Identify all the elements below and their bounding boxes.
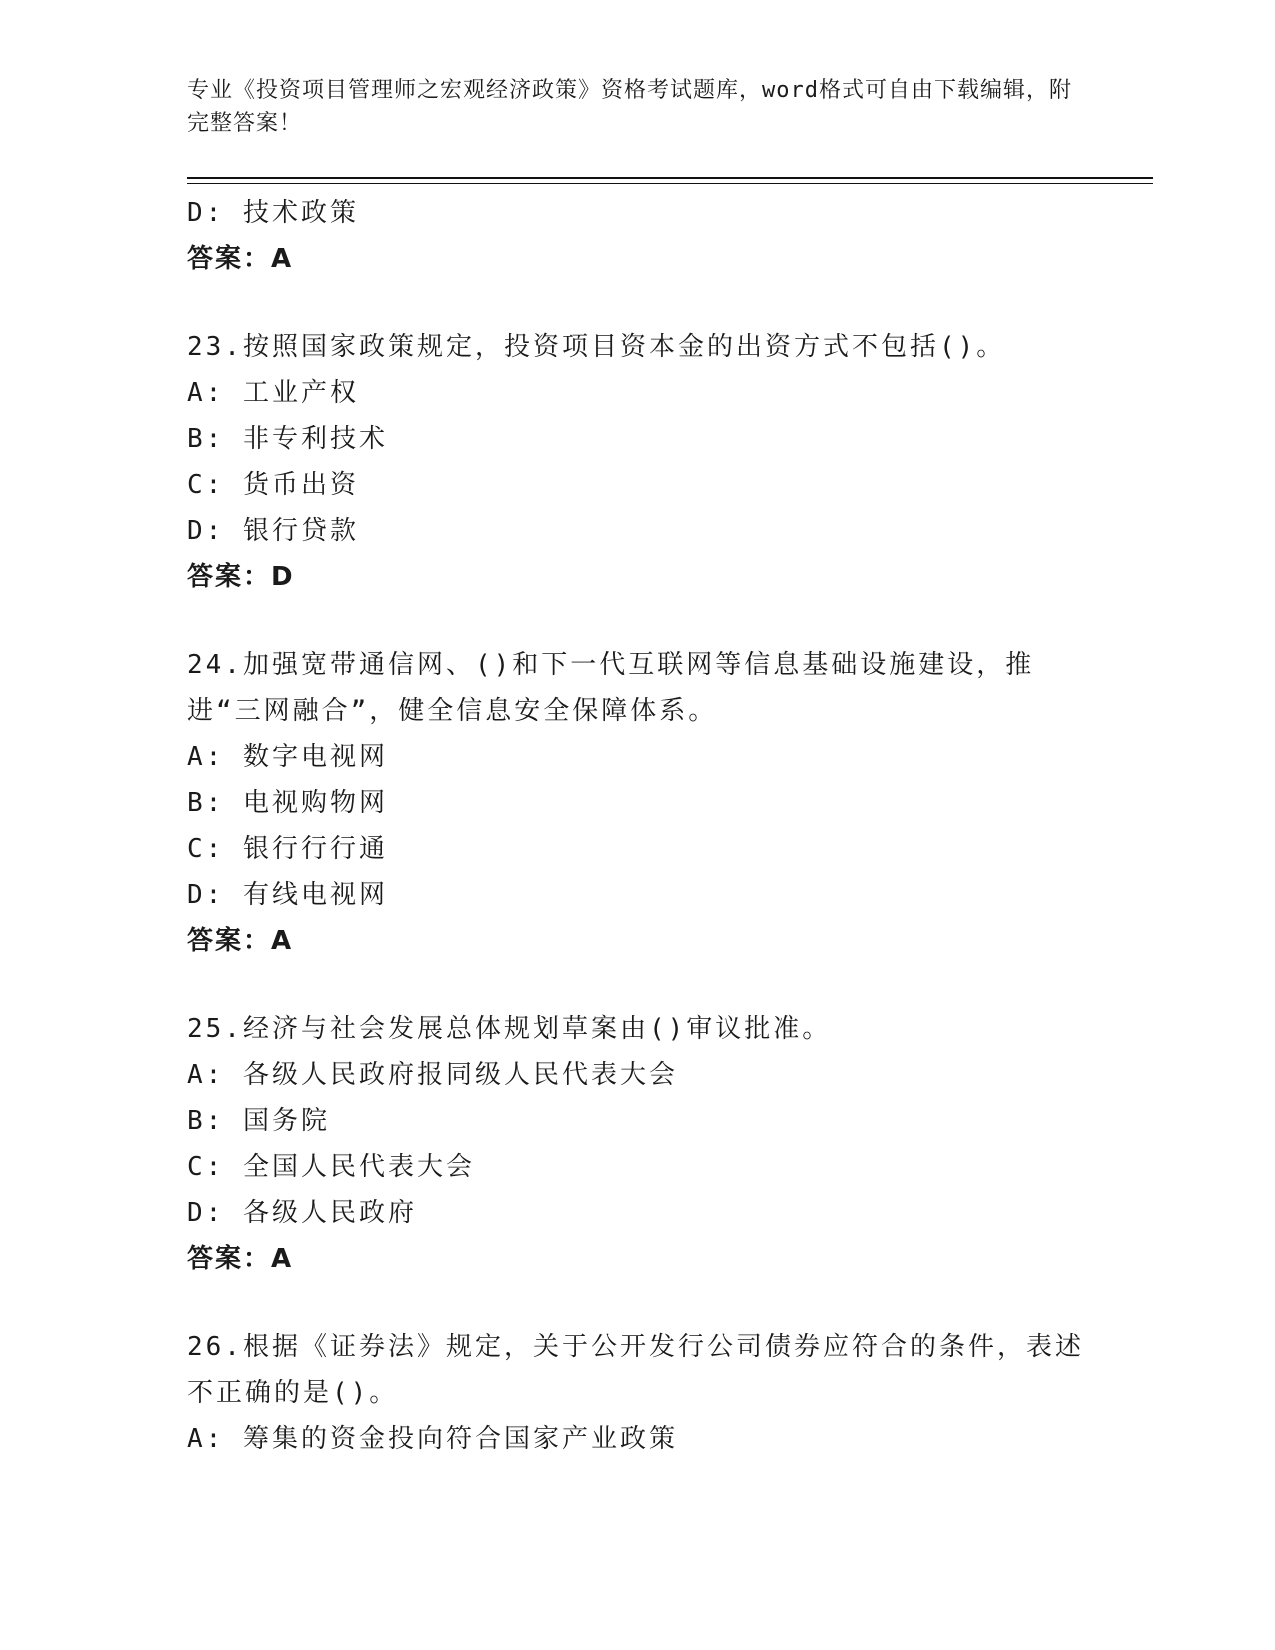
header-divider <box>187 177 1153 179</box>
option-c: C: 银行行行通 <box>187 834 388 864</box>
answer-line: 答案：A <box>187 926 294 956</box>
question-content <box>187 190 1087 1462</box>
spacer <box>187 282 1087 324</box>
option-b: B: 国务院 <box>187 1106 330 1136</box>
option-a: A: 数字电视网 <box>187 742 388 772</box>
option-d: D: 各级人民政府 <box>187 1198 417 1228</box>
spacer <box>187 600 1087 642</box>
answer-line: 答案：D <box>187 562 295 592</box>
option-a: A: 各级人民政府报同级人民代表大会 <box>187 1060 678 1090</box>
option-d: D: 技术政策 <box>187 198 359 228</box>
option-b: B: 非专利技术 <box>187 424 388 454</box>
option-a: A: 筹集的资金投向符合国家产业政策 <box>187 1424 678 1454</box>
question-stem: 23.按照国家政策规定，投资项目资本金的出资方式不包括()。 <box>187 332 1006 362</box>
question-stem: 24.加强宽带通信网、()和下一代互联网等信息基础设施建设，推进“三网融合”，健全信息安全保障体系。 <box>187 650 1035 726</box>
spacer <box>187 964 1087 1006</box>
option-c: C: 全国人民代表大会 <box>187 1152 475 1182</box>
option-d: D: 银行贷款 <box>187 516 359 546</box>
header-divider-thin <box>187 183 1153 184</box>
option-b: B: 电视购物网 <box>187 788 388 818</box>
document-header: 专业《投资项目管理师之宏观经济政策》资格考试题库，word格式可自由下载编辑，附完整答案！ <box>187 78 1072 136</box>
option-a: A: 工业产权 <box>187 378 359 408</box>
spacer <box>187 1282 1087 1324</box>
question-stem: 25.经济与社会发展总体规划草案由()审议批准。 <box>187 1014 832 1044</box>
answer-line: 答案：A <box>187 1244 294 1274</box>
option-c: C: 货币出资 <box>187 470 359 500</box>
option-d: D: 有线电视网 <box>187 880 388 910</box>
answer-line: 答案：A <box>187 244 294 274</box>
question-stem: 26.根据《证券法》规定，关于公开发行公司债券应符合的条件，表述不正确的是()。 <box>187 1332 1084 1408</box>
